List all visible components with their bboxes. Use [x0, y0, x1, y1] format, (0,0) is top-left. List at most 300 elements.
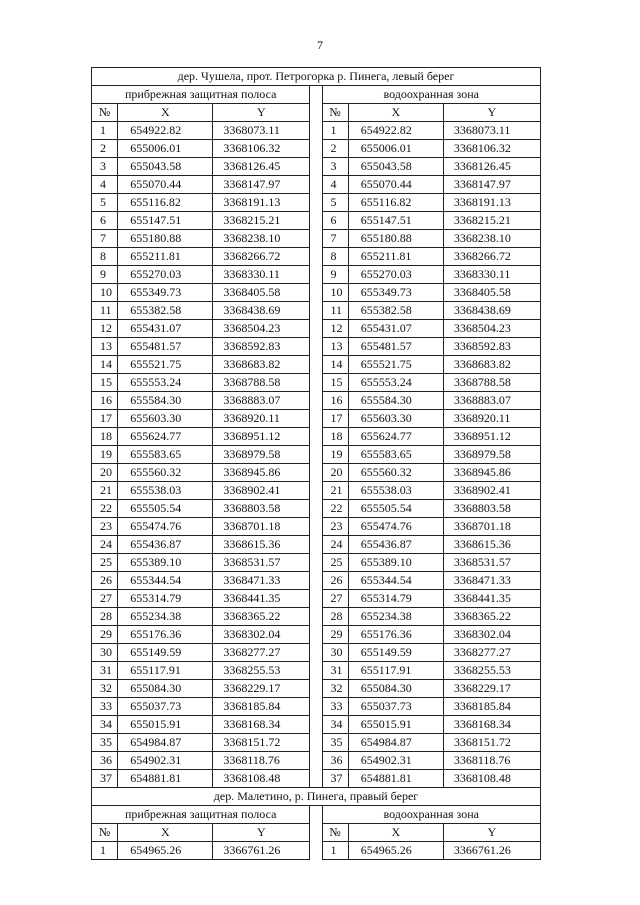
x-column-header: X: [118, 104, 213, 122]
x-coordinate: 654984.87: [348, 734, 443, 752]
section-title-row: [92, 788, 541, 806]
section-title: дер. Малетино, р. Пинега, правый берег: [92, 788, 541, 806]
y-coordinate: 3368126.45: [443, 158, 540, 176]
x-coordinate: 655431.07: [348, 320, 443, 338]
point-number: 32: [322, 680, 348, 698]
x-coordinate: 655624.77: [348, 428, 443, 446]
point-number: 2: [92, 140, 118, 158]
point-number: 31: [92, 662, 118, 680]
point-number: 14: [322, 356, 348, 374]
point-number: 33: [322, 698, 348, 716]
point-number: 23: [92, 518, 118, 536]
zone-header-row: [92, 806, 541, 824]
point-number: 8: [92, 248, 118, 266]
x-coordinate: 655505.54: [348, 500, 443, 518]
column-spacer: [310, 824, 322, 842]
column-spacer: [310, 806, 322, 824]
table-row: [92, 626, 541, 644]
table-row: [92, 122, 541, 140]
point-number: 5: [322, 194, 348, 212]
x-coordinate: 655037.73: [118, 698, 213, 716]
table-row: [92, 374, 541, 392]
y-coordinate: 3368979.58: [443, 446, 540, 464]
y-coordinate: 3368504.23: [443, 320, 540, 338]
x-coordinate: 655538.03: [348, 482, 443, 500]
table-row: [92, 842, 541, 860]
table-row: [92, 734, 541, 752]
point-number: 6: [92, 212, 118, 230]
x-coordinate: 655037.73: [348, 698, 443, 716]
point-number: 16: [322, 392, 348, 410]
y-coordinate: 3368902.41: [443, 482, 540, 500]
point-number: 37: [322, 770, 348, 788]
x-column-header: X: [348, 104, 443, 122]
x-coordinate: 655006.01: [118, 140, 213, 158]
column-spacer: [310, 158, 322, 176]
y-coordinate: 3368215.21: [213, 212, 310, 230]
x-coordinate: 655624.77: [118, 428, 213, 446]
y-coordinate: 3368238.10: [443, 230, 540, 248]
point-number: 17: [92, 410, 118, 428]
y-coordinate: 3368168.34: [443, 716, 540, 734]
x-coordinate: 655176.36: [348, 626, 443, 644]
point-number: 30: [322, 644, 348, 662]
column-spacer: [310, 698, 322, 716]
right-zone-header: водоохранная зона: [322, 806, 541, 824]
point-number: 31: [322, 662, 348, 680]
x-coordinate: 655344.54: [118, 572, 213, 590]
y-coordinate: 3368191.13: [443, 194, 540, 212]
point-number: 21: [322, 482, 348, 500]
point-number: 2: [322, 140, 348, 158]
y-coordinate: 3368277.27: [443, 644, 540, 662]
table-row: [92, 428, 541, 446]
table-row: [92, 500, 541, 518]
x-coordinate: 655560.32: [348, 464, 443, 482]
y-coordinate: 3368883.07: [213, 392, 310, 410]
x-coordinate: 655084.30: [118, 680, 213, 698]
x-coordinate: 655389.10: [118, 554, 213, 572]
point-number: 34: [92, 716, 118, 734]
point-number: 21: [92, 482, 118, 500]
x-coordinate: 655043.58: [118, 158, 213, 176]
x-coordinate: 655117.91: [118, 662, 213, 680]
point-number: 18: [322, 428, 348, 446]
y-coordinate: 3368106.32: [443, 140, 540, 158]
point-number: 20: [322, 464, 348, 482]
table-row: [92, 572, 541, 590]
x-coordinate: 655389.10: [348, 554, 443, 572]
y-coordinate: 3368441.35: [213, 590, 310, 608]
point-number: 29: [322, 626, 348, 644]
y-coordinate: 3368229.17: [213, 680, 310, 698]
section-title-row: [92, 68, 541, 86]
x-coordinate: 655211.81: [118, 248, 213, 266]
y-coordinate: 3368330.11: [213, 266, 310, 284]
column-spacer: [310, 734, 322, 752]
point-number: 6: [322, 212, 348, 230]
point-number: 24: [92, 536, 118, 554]
column-spacer: [310, 374, 322, 392]
point-number: 13: [322, 338, 348, 356]
table-row: [92, 446, 541, 464]
point-number: 13: [92, 338, 118, 356]
y-coordinate: 3368118.76: [443, 752, 540, 770]
point-number: 26: [92, 572, 118, 590]
coordinates-table: [91, 67, 541, 860]
point-number: 1: [322, 842, 348, 860]
column-spacer: [310, 356, 322, 374]
y-coordinate: 3368365.22: [443, 608, 540, 626]
y-coordinate: 3368701.18: [443, 518, 540, 536]
x-coordinate: 655560.32: [118, 464, 213, 482]
column-spacer: [310, 248, 322, 266]
x-coordinate: 655234.38: [118, 608, 213, 626]
point-number: 12: [92, 320, 118, 338]
point-number: 8: [322, 248, 348, 266]
y-coordinate: 3368531.57: [213, 554, 310, 572]
x-coordinate: 655314.79: [118, 590, 213, 608]
table-row: [92, 158, 541, 176]
y-coordinate: 3368151.72: [443, 734, 540, 752]
x-coordinate: 655084.30: [348, 680, 443, 698]
column-spacer: [310, 122, 322, 140]
table-row: [92, 590, 541, 608]
x-coordinate: 655180.88: [348, 230, 443, 248]
table-row: [92, 338, 541, 356]
column-header-row: [92, 824, 541, 842]
y-coordinate: 3368951.12: [443, 428, 540, 446]
x-coordinate: 655583.65: [118, 446, 213, 464]
y-column-header: Y: [443, 104, 540, 122]
table-row: [92, 752, 541, 770]
x-coordinate: 655349.73: [348, 284, 443, 302]
table-row: [92, 680, 541, 698]
column-spacer: [310, 842, 322, 860]
x-coordinate: 655603.30: [348, 410, 443, 428]
table-row: [92, 356, 541, 374]
y-coordinate: 3368951.12: [213, 428, 310, 446]
table-row: [92, 284, 541, 302]
column-spacer: [310, 230, 322, 248]
x-coordinate: 655382.58: [118, 302, 213, 320]
y-coordinate: 3368168.34: [213, 716, 310, 734]
column-spacer: [310, 518, 322, 536]
table-row: [92, 212, 541, 230]
x-coordinate: 654922.82: [118, 122, 213, 140]
y-coordinate: 3368471.33: [443, 572, 540, 590]
y-coordinate: 3368788.58: [213, 374, 310, 392]
y-coordinate: 3368255.53: [443, 662, 540, 680]
x-column-header: X: [348, 824, 443, 842]
y-coordinate: 3368229.17: [443, 680, 540, 698]
point-number: 19: [92, 446, 118, 464]
point-number: 3: [322, 158, 348, 176]
column-spacer: [310, 554, 322, 572]
x-coordinate: 654902.31: [118, 752, 213, 770]
y-coordinate: 3368266.72: [443, 248, 540, 266]
column-spacer: [310, 410, 322, 428]
y-coordinate: 3368592.83: [213, 338, 310, 356]
table-row: [92, 554, 541, 572]
point-number: 37: [92, 770, 118, 788]
x-coordinate: 655474.76: [348, 518, 443, 536]
x-coordinate: 655116.82: [348, 194, 443, 212]
x-coordinate: 655474.76: [118, 518, 213, 536]
point-number: 35: [322, 734, 348, 752]
y-coordinate: 3368701.18: [213, 518, 310, 536]
point-number: 33: [92, 698, 118, 716]
point-number: 7: [322, 230, 348, 248]
point-number: 36: [92, 752, 118, 770]
point-number: 4: [92, 176, 118, 194]
y-coordinate: 3368592.83: [443, 338, 540, 356]
column-spacer: [310, 86, 322, 104]
y-column-header: Y: [443, 824, 540, 842]
point-number: 9: [322, 266, 348, 284]
y-coordinate: 3368106.32: [213, 140, 310, 158]
point-number: 29: [92, 626, 118, 644]
table-row: [92, 716, 541, 734]
x-coordinate: 655180.88: [118, 230, 213, 248]
y-coordinate: 3368238.10: [213, 230, 310, 248]
x-coordinate: 654881.81: [348, 770, 443, 788]
point-number: 20: [92, 464, 118, 482]
column-spacer: [310, 212, 322, 230]
x-coordinate: 655505.54: [118, 500, 213, 518]
table-row: [92, 482, 541, 500]
y-coordinate: 3368920.11: [213, 410, 310, 428]
y-coordinate: 3368615.36: [443, 536, 540, 554]
point-number: 1: [92, 842, 118, 860]
y-coordinate: 3368405.58: [213, 284, 310, 302]
point-number: 27: [322, 590, 348, 608]
y-coordinate: 3368945.86: [443, 464, 540, 482]
column-spacer: [310, 752, 322, 770]
no-column-header: №: [322, 104, 348, 122]
column-spacer: [310, 176, 322, 194]
y-coordinate: 3368185.84: [213, 698, 310, 716]
table-row: [92, 230, 541, 248]
column-spacer: [310, 662, 322, 680]
y-coordinate: 3368108.48: [213, 770, 310, 788]
table-row: [92, 140, 541, 158]
column-spacer: [310, 626, 322, 644]
point-number: 32: [92, 680, 118, 698]
point-number: 28: [92, 608, 118, 626]
y-coordinate: 3368803.58: [443, 500, 540, 518]
y-coordinate: 3368945.86: [213, 464, 310, 482]
point-number: 5: [92, 194, 118, 212]
column-spacer: [310, 302, 322, 320]
x-coordinate: 655149.59: [118, 644, 213, 662]
column-spacer: [310, 770, 322, 788]
table-row: [92, 518, 541, 536]
table-row: [92, 410, 541, 428]
x-coordinate: 655211.81: [348, 248, 443, 266]
column-spacer: [310, 482, 322, 500]
x-coordinate: 655006.01: [348, 140, 443, 158]
point-number: 10: [322, 284, 348, 302]
x-coordinate: 655603.30: [118, 410, 213, 428]
x-coordinate: 655431.07: [118, 320, 213, 338]
x-coordinate: 655176.36: [118, 626, 213, 644]
x-coordinate: 655481.57: [348, 338, 443, 356]
x-coordinate: 655070.44: [348, 176, 443, 194]
x-coordinate: 655436.87: [348, 536, 443, 554]
point-number: 12: [322, 320, 348, 338]
y-coordinate: 3368073.11: [213, 122, 310, 140]
point-number: 25: [92, 554, 118, 572]
x-coordinate: 655584.30: [348, 392, 443, 410]
y-coordinate: 3368185.84: [443, 698, 540, 716]
column-spacer: [310, 284, 322, 302]
point-number: 27: [92, 590, 118, 608]
left-zone-header: прибрежная защитная полоса: [92, 86, 310, 104]
y-coordinate: 3368441.35: [443, 590, 540, 608]
point-number: 11: [322, 302, 348, 320]
table-row: [92, 176, 541, 194]
column-spacer: [310, 716, 322, 734]
y-coordinate: 3368108.48: [443, 770, 540, 788]
point-number: 25: [322, 554, 348, 572]
x-coordinate: 654922.82: [348, 122, 443, 140]
y-coordinate: 3368438.69: [443, 302, 540, 320]
column-spacer: [310, 104, 322, 122]
point-number: 11: [92, 302, 118, 320]
y-coordinate: 3368302.04: [213, 626, 310, 644]
x-coordinate: 654902.31: [348, 752, 443, 770]
point-number: 1: [92, 122, 118, 140]
y-coordinate: 3368191.13: [213, 194, 310, 212]
table-row: [92, 770, 541, 788]
x-coordinate: 655147.51: [118, 212, 213, 230]
point-number: 19: [322, 446, 348, 464]
column-spacer: [310, 572, 322, 590]
y-coordinate: 3368883.07: [443, 392, 540, 410]
column-spacer: [310, 266, 322, 284]
x-coordinate: 655149.59: [348, 644, 443, 662]
point-number: 36: [322, 752, 348, 770]
coordinates-table-body: [92, 68, 541, 860]
section-title: дер. Чушела, прот. Петрогорка р. Пинега, левый берег: [92, 68, 541, 86]
no-column-header: №: [92, 824, 118, 842]
column-spacer: [310, 320, 322, 338]
x-coordinate: 655521.75: [118, 356, 213, 374]
zone-header-row: [92, 86, 541, 104]
point-number: 35: [92, 734, 118, 752]
point-number: 34: [322, 716, 348, 734]
table-row: [92, 464, 541, 482]
table-row: [92, 302, 541, 320]
point-number: 24: [322, 536, 348, 554]
y-column-header: Y: [213, 104, 310, 122]
x-coordinate: 655234.38: [348, 608, 443, 626]
x-coordinate: 655015.91: [348, 716, 443, 734]
point-number: 15: [92, 374, 118, 392]
y-coordinate: 3368118.76: [213, 752, 310, 770]
x-coordinate: 654984.87: [118, 734, 213, 752]
y-coordinate: 3368266.72: [213, 248, 310, 266]
x-coordinate: 655553.24: [118, 374, 213, 392]
column-spacer: [310, 680, 322, 698]
x-coordinate: 655553.24: [348, 374, 443, 392]
column-spacer: [310, 140, 322, 158]
y-coordinate: 3368405.58: [443, 284, 540, 302]
point-number: 17: [322, 410, 348, 428]
y-coordinate: 3368683.82: [213, 356, 310, 374]
y-coordinate: 3368920.11: [443, 410, 540, 428]
x-coordinate: 655270.03: [348, 266, 443, 284]
x-coordinate: 654881.81: [118, 770, 213, 788]
point-number: 30: [92, 644, 118, 662]
column-spacer: [310, 590, 322, 608]
column-spacer: [310, 194, 322, 212]
x-coordinate: 655344.54: [348, 572, 443, 590]
y-coordinate: 3368365.22: [213, 608, 310, 626]
point-number: 3: [92, 158, 118, 176]
x-coordinate: 654965.26: [118, 842, 213, 860]
y-coordinate: 3368531.57: [443, 554, 540, 572]
x-coordinate: 655117.91: [348, 662, 443, 680]
y-coordinate: 3368979.58: [213, 446, 310, 464]
column-spacer: [310, 608, 322, 626]
y-coordinate: 3368302.04: [443, 626, 540, 644]
y-coordinate: 3368126.45: [213, 158, 310, 176]
x-coordinate: 655584.30: [118, 392, 213, 410]
y-coordinate: 3366761.26: [443, 842, 540, 860]
y-coordinate: 3366761.26: [213, 842, 310, 860]
x-coordinate: 654965.26: [348, 842, 443, 860]
left-zone-header: прибрежная защитная полоса: [92, 806, 310, 824]
point-number: 4: [322, 176, 348, 194]
column-spacer: [310, 392, 322, 410]
y-coordinate: 3368902.41: [213, 482, 310, 500]
x-coordinate: 655116.82: [118, 194, 213, 212]
point-number: 7: [92, 230, 118, 248]
x-coordinate: 655015.91: [118, 716, 213, 734]
table-row: [92, 644, 541, 662]
y-coordinate: 3368215.21: [443, 212, 540, 230]
no-column-header: №: [322, 824, 348, 842]
y-coordinate: 3368151.72: [213, 734, 310, 752]
x-coordinate: 655043.58: [348, 158, 443, 176]
x-column-header: X: [118, 824, 213, 842]
x-coordinate: 655436.87: [118, 536, 213, 554]
y-coordinate: 3368438.69: [213, 302, 310, 320]
column-spacer: [310, 338, 322, 356]
y-coordinate: 3368277.27: [213, 644, 310, 662]
column-spacer: [310, 536, 322, 554]
column-spacer: [310, 644, 322, 662]
right-zone-header: водоохранная зона: [322, 86, 541, 104]
y-coordinate: 3368147.97: [213, 176, 310, 194]
point-number: 15: [322, 374, 348, 392]
table-row: [92, 266, 541, 284]
x-coordinate: 655583.65: [348, 446, 443, 464]
table-row: [92, 662, 541, 680]
point-number: 1: [322, 122, 348, 140]
y-coordinate: 3368255.53: [213, 662, 310, 680]
column-spacer: [310, 428, 322, 446]
point-number: 18: [92, 428, 118, 446]
y-coordinate: 3368330.11: [443, 266, 540, 284]
x-coordinate: 655521.75: [348, 356, 443, 374]
point-number: 10: [92, 284, 118, 302]
x-coordinate: 655270.03: [118, 266, 213, 284]
page-number: 7: [317, 38, 323, 52]
point-number: 16: [92, 392, 118, 410]
